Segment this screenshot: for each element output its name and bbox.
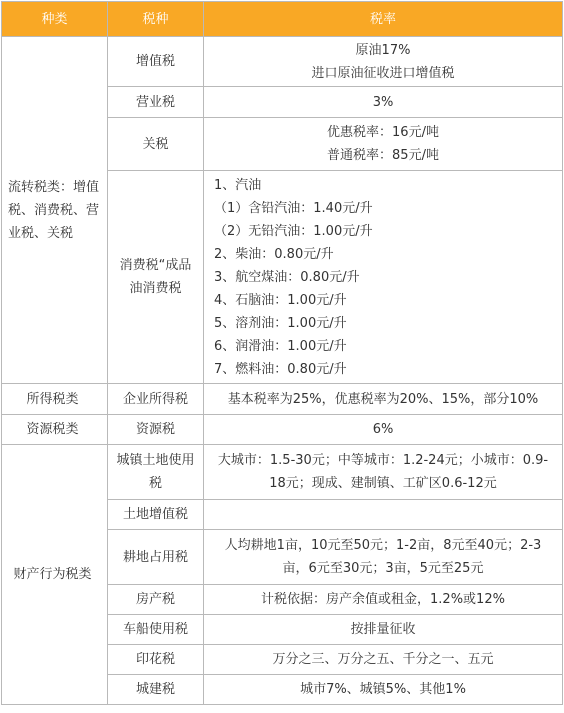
tax-name-chengzhen: 城镇土地使用税 — [108, 445, 204, 500]
rate-line: 4、石脑油：1.00元/升 — [214, 292, 347, 308]
tax-name-gengdi: 耕地占用税 — [108, 530, 204, 585]
rate-line: 2、柴油：0.80元/升 — [214, 246, 334, 262]
tax-rate-chechuan: 按排量征收 — [204, 615, 563, 645]
tax-rate-tudi — [204, 500, 563, 530]
rate-line: 普通税率：85元/吨 — [327, 148, 439, 163]
rate-line: （2）无铅汽油：1.00元/升 — [214, 223, 373, 239]
tax-name-chechuan: 车船使用税 — [108, 615, 204, 645]
category-caichan: 财产行为税类 — [2, 445, 108, 705]
rate-line: 6、润滑油：1.00元/升 — [214, 338, 347, 354]
tax-rate-ziyuanshui: 6% — [204, 415, 563, 445]
table-row — [2, 415, 563, 445]
header-tax-type: 税种 — [108, 2, 204, 37]
table-row — [2, 384, 563, 415]
rate-line: 5、溶剂油：1.00元/升 — [214, 315, 347, 331]
tax-name-xiaofei: 消费税“成品油消费税 — [108, 171, 204, 384]
tax-name-yinhua: 印花税 — [108, 645, 204, 675]
tax-rate-zengzhi — [204, 37, 563, 87]
tax-rate-chengzhen: 大城市：1.5-30元；中等城市：1.2-24元；小城市：0.9-18元；现成、建制镇、工矿区0.6-12元 — [204, 445, 563, 500]
rate-line: （1）含铅汽油：1.40元/升 — [214, 200, 373, 216]
tax-rate-chengjian: 城市7%、城镇5%、其他1% — [204, 675, 563, 705]
table-header-row — [2, 2, 563, 37]
tax-name-chengjian: 城建税 — [108, 675, 204, 705]
rate-line: 进口原油征收进口增值税 — [311, 65, 455, 81]
tax-rate-gengdi: 人均耕地1亩，10元至50元；1-2亩，8元至40元；2-3亩，6元至30元；3亩，5元至25元 — [204, 530, 563, 585]
tax-rate-yingye: 3% — [204, 87, 563, 118]
tax-name-yingye: 营业税 — [108, 87, 204, 118]
tax-rate-qiye: 基本税率为25%，优惠税率为20%、15%，部分10% — [204, 384, 563, 415]
table-row — [2, 37, 563, 87]
tax-name-guanshui: 关税 — [108, 118, 204, 171]
tax-name-zengzhi: 增值税 — [108, 37, 204, 87]
category-liuzhuan: 流转税类：增值税、消费税、营业税、关税 — [2, 37, 108, 384]
tax-name-qiye: 企业所得税 — [108, 384, 204, 415]
category-suode: 所得税类 — [2, 384, 108, 415]
tax-name-tudi: 土地增值税 — [108, 500, 204, 530]
tax-rate-fangchan: 计税依据：房产余值或租金，1.2%或12% — [204, 585, 563, 615]
tax-rate-xiaofei — [204, 171, 563, 384]
tax-rate-yinhua: 万分之三、万分之五、千分之一、五元 — [204, 645, 563, 675]
header-category: 种类 — [2, 2, 108, 37]
tax-name-fangchan: 房产税 — [108, 585, 204, 615]
rate-line: 3、航空煤油：0.80元/升 — [214, 269, 360, 285]
tax-rate-table — [1, 1, 563, 705]
header-tax-rate: 税率 — [204, 2, 563, 37]
rate-line: 7、燃料油：0.80元/升 — [214, 361, 347, 377]
tax-name-ziyuanshui: 资源税 — [108, 415, 204, 445]
rate-line: 1、汽油 — [214, 177, 262, 193]
table-row — [2, 445, 563, 500]
tax-rate-guanshui — [204, 118, 563, 171]
rate-line: 优惠税率：16元/吨 — [327, 125, 439, 140]
rate-line: 原油17% — [355, 42, 411, 58]
category-ziyuan: 资源税类 — [2, 415, 108, 445]
